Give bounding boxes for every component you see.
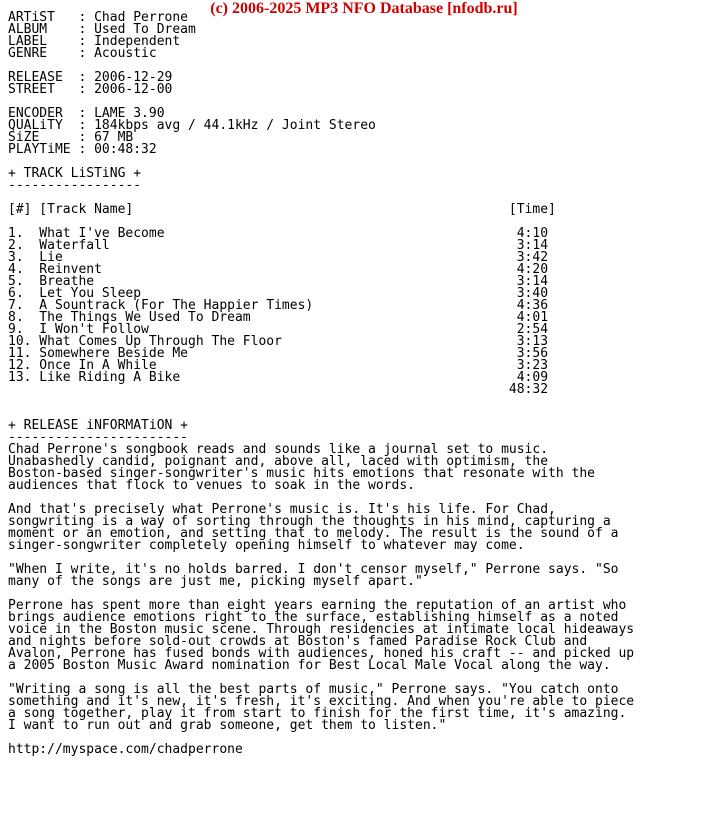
copyright-header: (c) 2006-2025 MP3 NFO Database [nfodb.ru]	[210, 0, 518, 17]
nfo-line: and nights before sold-out crowds at Boston's famed Paradise Rock Club and	[8, 634, 588, 649]
nfo-line: Perrone has spent more than eight years earning the reputation of an artist who	[8, 598, 627, 613]
nfo-line: a song together, play it from start to finish for the first time, it's amazing.	[8, 706, 627, 721]
nfo-line: 4. Reinvent 4:20	[8, 262, 549, 277]
nfo-line	[8, 396, 728, 408]
nfo-line: 2. Waterfall 3:14	[8, 238, 549, 253]
nfo-line: 11. Somewhere Beside Me 3:56	[8, 346, 549, 361]
nfo-line: QUALiTY : 184kbps avg / 44.1kHz / Joint Stereo	[8, 118, 376, 133]
nfo-line: 3. Lie 3:42	[8, 250, 549, 265]
nfo-line: SiZE : 67 MB	[8, 130, 134, 145]
nfo-line: 12. Once In A While 3:23	[8, 358, 549, 373]
nfo-line: voice in the Boston music scene. Through residencies at intimate local hideaways	[8, 622, 635, 637]
nfo-text-block	[0, 12, 728, 756]
nfo-line: "When I write, it's no holds barred. I don't censor myself," Perrone says. "So	[8, 562, 619, 577]
nfo-line: + RELEASE iNFORMATiON +	[8, 418, 189, 433]
nfo-line: 5. Breathe 3:14	[8, 274, 549, 289]
nfo-line: ARTiST : Chad Perrone	[8, 10, 189, 25]
nfo-line: many of the songs are just me, picking myself apart."	[8, 574, 423, 589]
nfo-line: singer-songwriter completely opening himself to whatever may come.	[8, 538, 525, 553]
nfo-line: http://myspace.com/chadperrone	[8, 742, 243, 757]
nfo-line: Unabashedly candid, poignant and, above all, laced with optimism, the	[8, 454, 549, 469]
nfo-line: -----------------	[8, 178, 142, 193]
nfo-line: 48:32	[8, 382, 549, 397]
nfo-line: brings audience emotions right to the surface, establishing himself as a noted	[8, 610, 619, 625]
nfo-line: I want to run out and grab someone, get them to listen."	[8, 718, 447, 733]
nfo-line: LABEL : Independent	[8, 34, 181, 49]
nfo-line: 8. The Things We Used To Dream 4:01	[8, 310, 549, 325]
nfo-line: 7. A Sountrack (For The Happier Times) 4:36	[8, 298, 549, 313]
nfo-line: 10. What Comes Up Through The Floor 3:13	[8, 334, 549, 349]
nfo-line: something and it's new, it's fresh, it's exciting. And when you're able to piece	[8, 694, 635, 709]
nfo-line: Avalon, Perrone has fused bonds with audiences, honed his craft -- and picked up	[8, 646, 635, 661]
nfo-line: 13. Like Riding A Bike 4:09	[8, 370, 549, 385]
nfo-line: STREET : 2006-12-00	[8, 82, 173, 97]
nfo-line: GENRE : Acoustic	[8, 46, 157, 61]
nfo-line: songwriting is a way of sorting through the thoughts in his mind, capturing a	[8, 514, 611, 529]
nfo-line: Chad Perrone's songbook reads and sounds like a journal set to music.	[8, 442, 549, 457]
nfo-line: audiences that flock to venues to soak in the words.	[8, 478, 415, 493]
nfo-line: ENCODER : LAME 3.90	[8, 106, 165, 121]
nfo-line: ALBUM : Used To Dream	[8, 22, 196, 37]
nfo-line: "Writing a song is all the best parts of music," Perrone says. "You catch onto	[8, 682, 619, 697]
nfo-line: moment or an emotion, and setting that to melody. The result is the sound of a	[8, 526, 619, 541]
nfo-line: PLAYTiME : 00:48:32	[8, 142, 157, 157]
nfo-line: [#] [Track Name] [Time]	[8, 202, 556, 217]
nfo-line: And that's precisely what Perrone's music is. It's his life. For Chad,	[8, 502, 556, 517]
nfo-line: -----------------------	[8, 430, 189, 445]
nfo-line: a 2005 Boston Music Award nomination for Best Local Male Vocal along the way.	[8, 658, 611, 673]
nfo-line: 1. What I've Become 4:10	[8, 226, 549, 241]
nfo-line: Boston-based singer-songwriter's music hits emotions that resonate with the	[8, 466, 595, 481]
nfo-line: + TRACK LiSTiNG +	[8, 166, 142, 181]
nfo-line: 6. Let You Sleep 3:40	[8, 286, 549, 301]
nfo-line: 9. I Won't Follow 2:54	[8, 322, 549, 337]
nfo-line: RELEASE : 2006-12-29	[8, 70, 173, 85]
